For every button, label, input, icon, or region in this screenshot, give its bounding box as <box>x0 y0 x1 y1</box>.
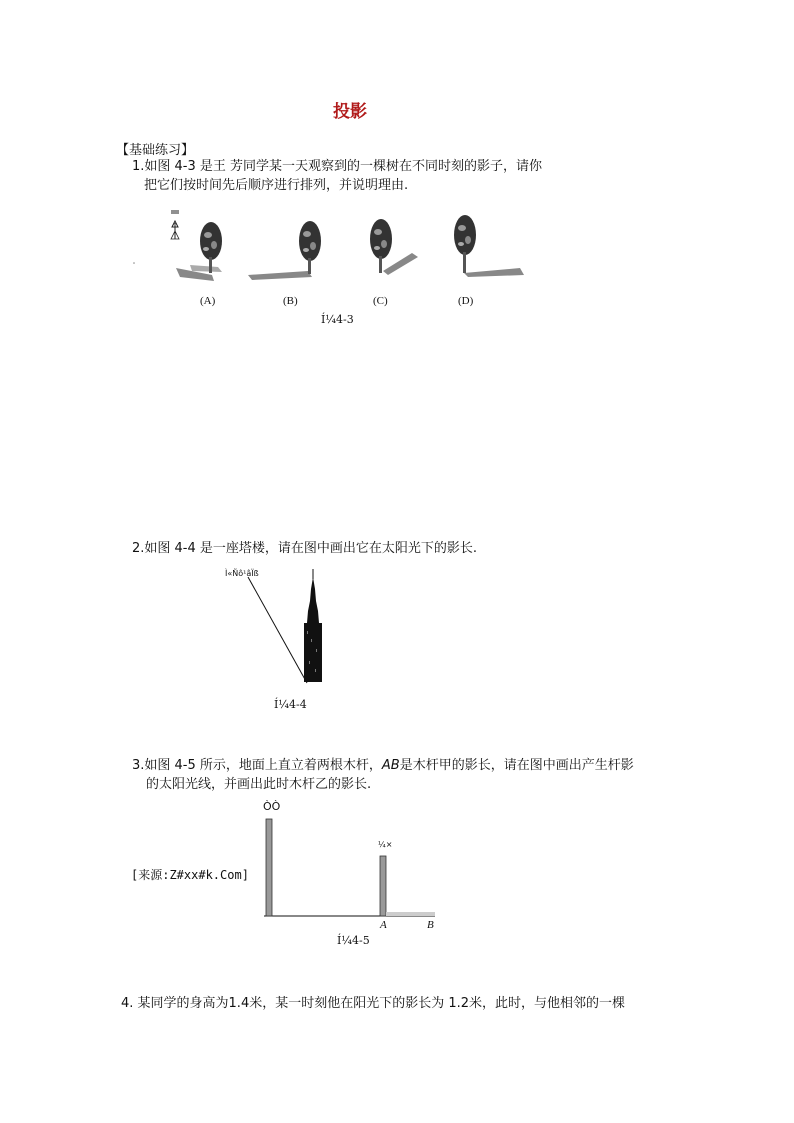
figure-4-3-drawing <box>130 205 550 320</box>
question-1-line-1: 1.如图 4-3 是王 芳同学某一天观察到的一棵树在不同时刻的影子，请你 <box>132 159 543 174</box>
north-arrow-icon <box>171 211 179 239</box>
tower-icon <box>304 569 322 682</box>
section-heading: 【基础练习】 <box>116 143 195 158</box>
figure-4-4 <box>220 565 340 690</box>
point-b-label: B <box>427 919 434 931</box>
tree-c-shadow <box>383 253 418 275</box>
option-d-label: (D) <box>458 295 474 307</box>
figure-4-5-caption: Í¼4-5 <box>337 934 370 947</box>
option-a-label: (A) <box>200 295 216 307</box>
question-4-text: 4. 某同学的身高为1.4米，某一时刻他在阳光下的影长为 1.2米，此时，与他相邻的一棵 <box>121 996 626 1011</box>
option-b-label: (B) <box>283 295 298 307</box>
question-1-line-2: 把它们按时间先后顺序进行排列，并说明理由. <box>144 178 409 193</box>
tree-b <box>248 221 321 280</box>
figure-4-3 <box>130 205 550 320</box>
sun-ray-line <box>248 577 307 683</box>
source-note: [来源:Z#xx#k.Com] <box>131 868 249 882</box>
figure-4-4-drawing <box>220 565 340 690</box>
option-c-label: (C) <box>373 295 388 307</box>
pole-right <box>380 856 386 916</box>
question-3-line-2: 的太阳光线，并画出此时木杆乙的影长. <box>146 777 372 792</box>
tree-c <box>370 219 418 275</box>
question-3-line-1-start: 3.如图 4-5 所示，地面上直立着两根木杆， <box>132 758 382 773</box>
point-a-label: A <box>380 919 387 931</box>
question-3-line-1-end: 是木杆甲的影长，请在图中画出产生杆影 <box>399 758 634 773</box>
figure-4-5 <box>255 797 455 937</box>
question-2-text: 2.如图 4-4 是一座塔楼，请在图中画出它在太阳光下的影长. <box>132 541 478 556</box>
tree-d-shadow <box>464 268 524 277</box>
page-title: 投影 <box>333 102 367 122</box>
tree-b-shadow <box>248 271 312 280</box>
tree-d <box>454 215 524 277</box>
figure-4-5-drawing <box>255 797 455 937</box>
pole-left-label: ÒÒ <box>263 800 281 813</box>
pole-left <box>266 819 272 916</box>
question-3-line-1 <box>132 756 634 775</box>
sun-ray-label: Ì«Ñô¹âÏß <box>225 569 259 578</box>
stray-dot <box>133 262 135 264</box>
pole-right-label: ¼× <box>378 840 393 849</box>
segment-ab-label: AB <box>381 758 400 773</box>
figure-4-4-caption: Í¼4-4 <box>274 698 307 711</box>
figure-4-3-caption: Í¼4-3 <box>321 313 354 326</box>
tree-a <box>176 222 222 281</box>
shadow-ab <box>386 912 435 916</box>
